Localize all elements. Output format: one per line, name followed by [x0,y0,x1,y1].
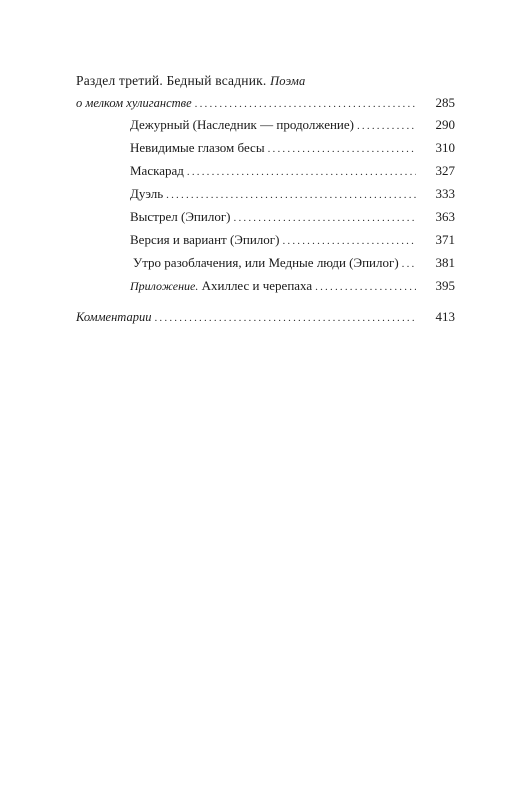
toc-entry [130,140,455,160]
leader-dots [195,98,416,110]
toc-entry-page: 290 [435,117,455,132]
toc-entry-page: 371 [435,232,455,247]
toc-entry [76,309,455,329]
leader-dots [154,312,416,324]
toc-entry-title: Маскарад [130,163,184,178]
toc-entry-page: 310 [435,140,455,155]
leader-dots [315,281,416,293]
toc-entry [130,209,455,229]
leader-dots [402,258,416,270]
toc-entry-page: 395 [435,278,455,293]
toc-entry-title: Комментарии [76,310,152,324]
leader-dots [282,235,416,247]
toc-entry-title: Ахиллес и черепаха [201,278,313,293]
toc-entry [76,95,455,115]
toc-entry-page: 381 [435,255,455,270]
toc-entry-title: Дежурный (Наследник — продолжение) [130,117,354,132]
toc-entry-title: Дуэль [130,186,164,201]
toc-entry-page: 333 [435,186,455,201]
toc-entry-title: Утро разоблачения, или Медные люди (Эпилог) [133,255,399,270]
toc-entry-title: Версия и вариант (Эпилог) [130,232,280,247]
toc-entry-page: 413 [435,309,455,324]
section-heading-main: Раздел третий. Бедный всадник. [76,73,267,88]
leader-dots [357,120,416,132]
toc-entry [130,232,455,252]
toc-entry-page: 327 [435,163,455,178]
leader-dots [166,189,416,201]
toc-entry [133,255,455,275]
toc-entry-page: 285 [435,95,455,110]
toc-entry-title: Невидимые глазом бесы [130,140,265,155]
toc-entry [130,278,455,298]
toc-entry-title: о мелком хулиганстве [76,96,192,110]
toc-entry-page: 363 [435,209,455,224]
leader-dots [234,212,417,224]
toc-entry [130,186,455,206]
toc-entry-title-wrap [130,278,312,294]
toc-entry [130,163,455,183]
leader-dots [187,166,416,178]
section-heading [76,73,456,89]
toc-entry-title: Выстрел (Эпилог) [130,209,231,224]
toc-entry [130,117,455,137]
toc-entry-prefix: Приложение. [130,279,199,293]
leader-dots [268,143,416,155]
section-heading-italic: Поэма [270,74,306,88]
